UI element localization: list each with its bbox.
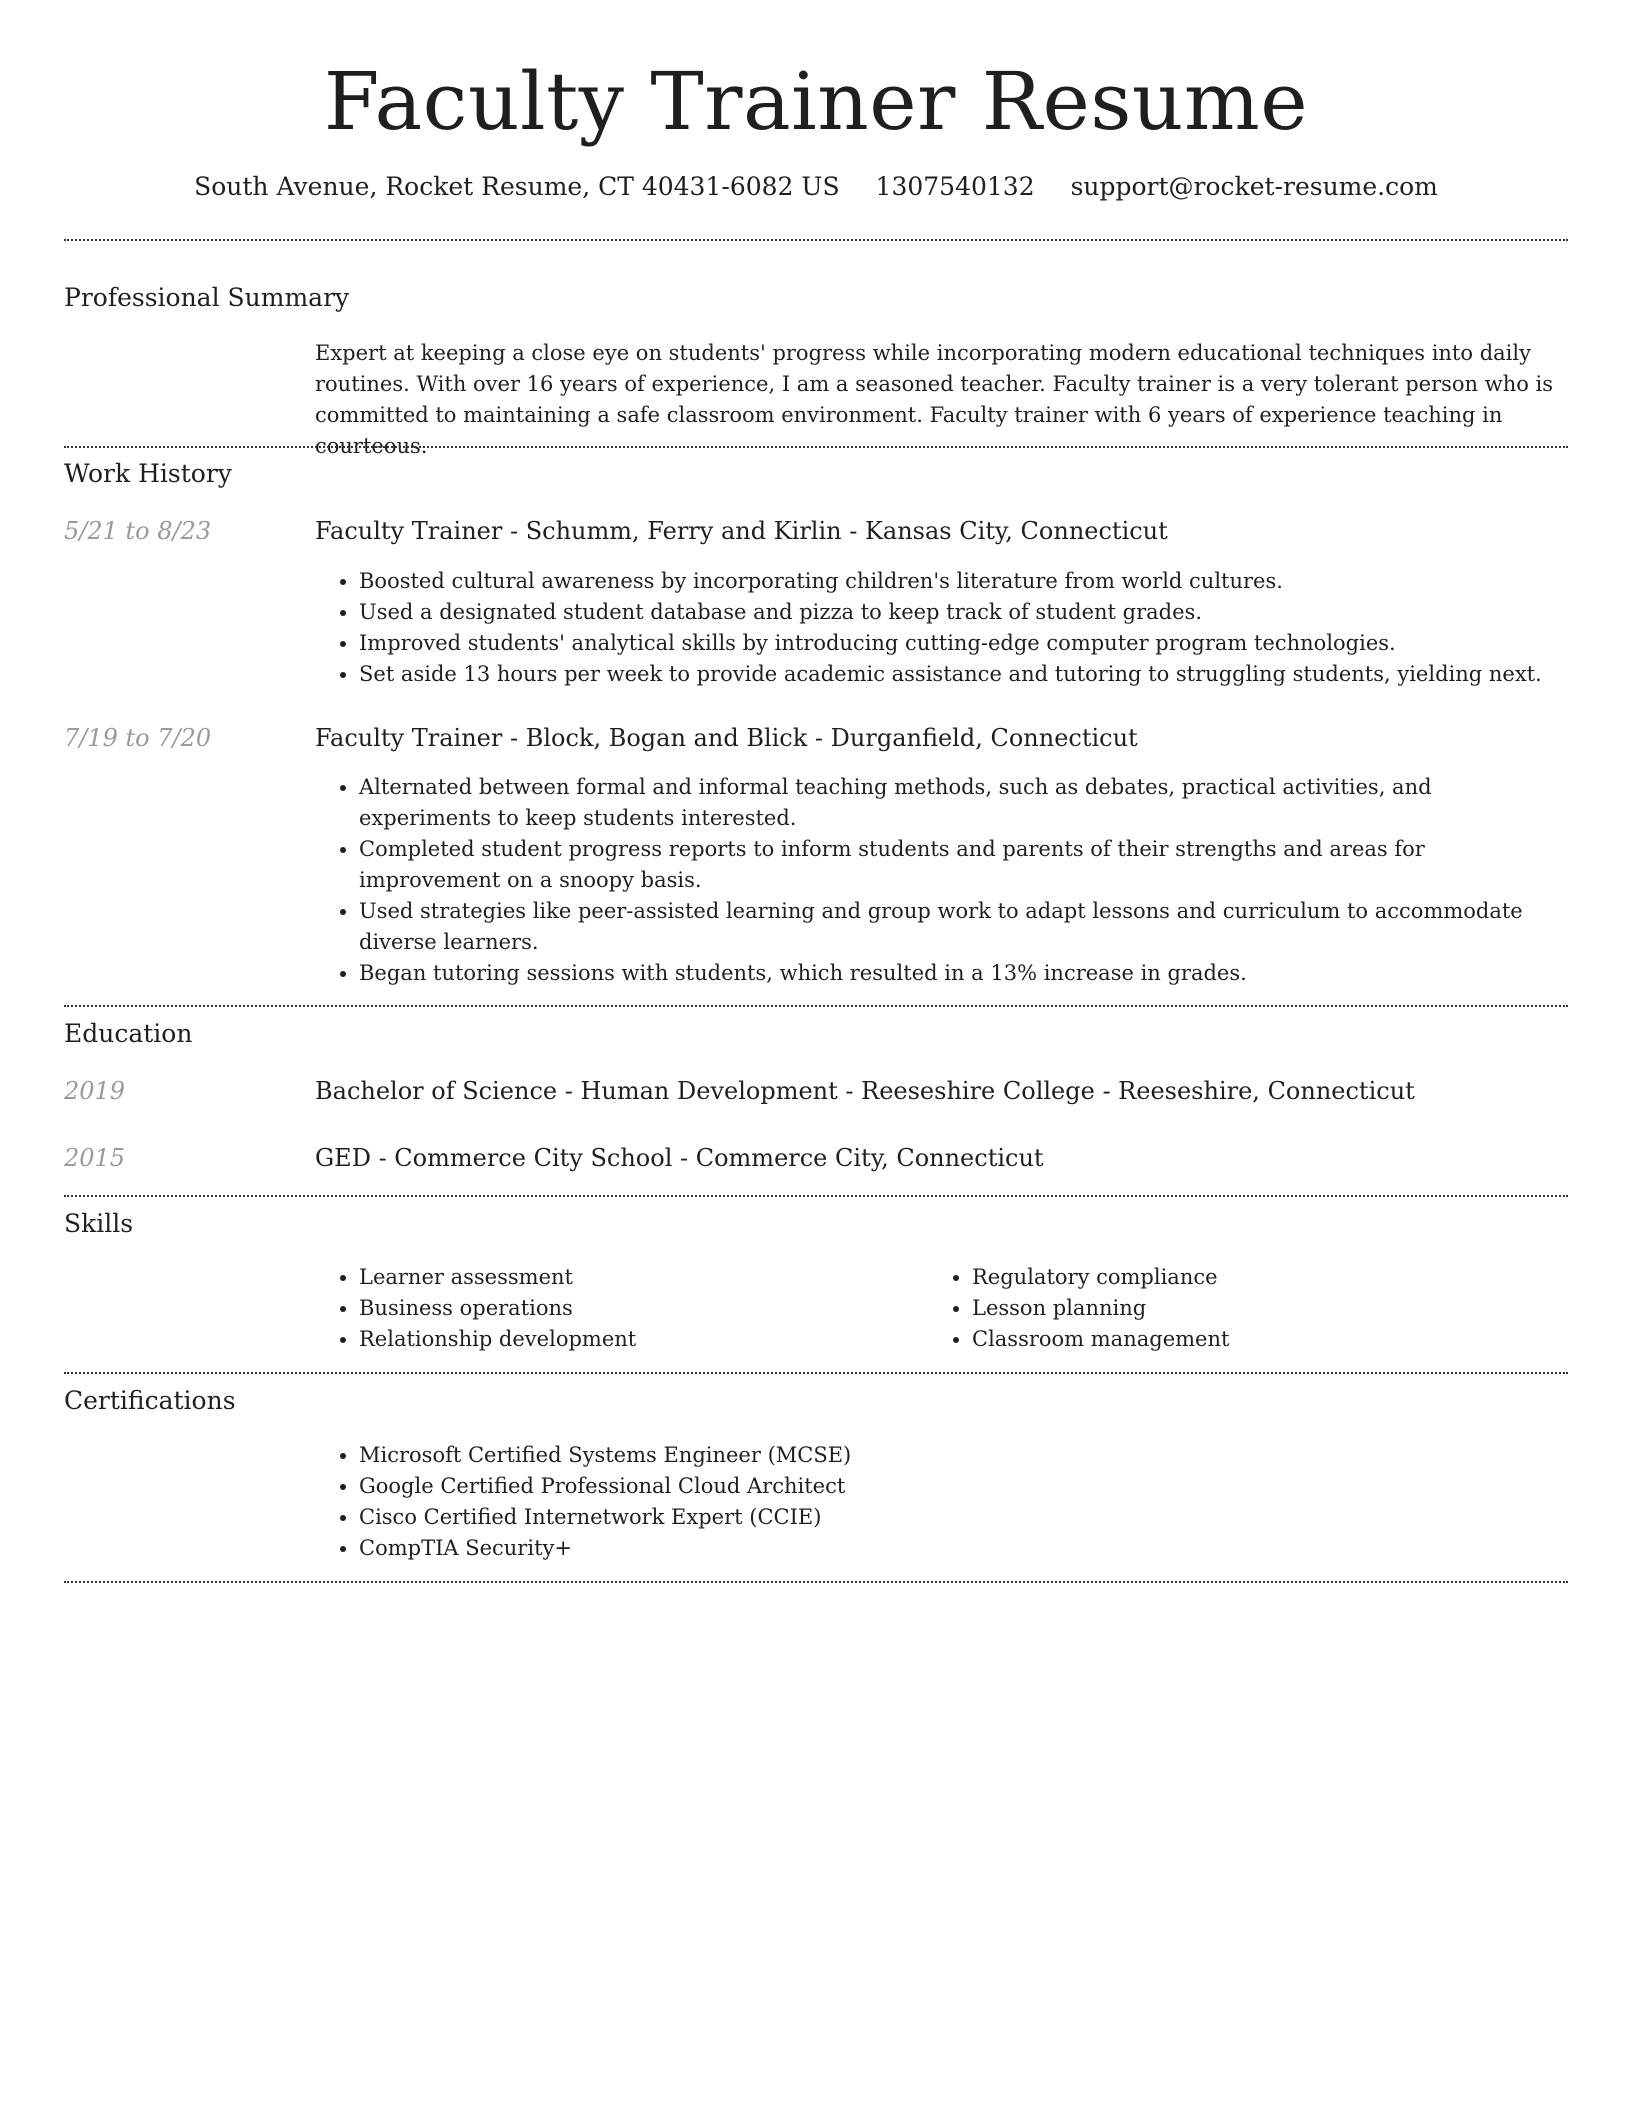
job-employer: - Block, Bogan and Blick - Durganfield, Connecticut xyxy=(502,724,1138,752)
list-item: • Lesson planning xyxy=(972,1293,1532,1324)
certifications-list xyxy=(315,1440,1568,1564)
job-role: Faculty Trainer xyxy=(315,517,503,545)
education-year: 2015 xyxy=(64,1144,126,1172)
contact-email: support@rocket-resume.com xyxy=(1070,172,1438,201)
section-heading-summary: Professional Summary xyxy=(64,283,350,312)
job-dates: 7/19 to 7/20 xyxy=(64,724,212,752)
job-dates: 5/21 to 8/23 xyxy=(64,517,212,545)
list-item: • Used strategies like peer-assisted learning and group work to adapt lessons and curriculum to accommodate diverse learners. xyxy=(359,896,1568,958)
job-employer: - Schumm, Ferry and Kirlin - Kansas City, Connecticut xyxy=(502,517,1168,545)
section-heading-certifications: Certifications xyxy=(64,1386,236,1415)
job-heading xyxy=(315,515,1568,547)
list-item: • CompTIA Security+ xyxy=(359,1533,1568,1564)
list-item: • Improved students' analytical skills by introducing cutting-edge computer program technologies. xyxy=(359,628,1568,659)
divider xyxy=(64,1005,1568,1007)
list-item: • Classroom management xyxy=(972,1324,1532,1355)
summary-text: Expert at keeping a close eye on students' progress while incorporating modern educational techniques into daily routines. With over 16 years of experience, I am a seasoned teacher. Faculty trainer is a very tolerant person who is committed to maintaining a safe classroom environment. Faculty trainer with 6 years of experience teaching in courteous. xyxy=(315,341,1554,458)
job-bullets xyxy=(315,566,1568,690)
section-heading-education: Education xyxy=(64,1019,193,1048)
education-year: 2019 xyxy=(64,1077,126,1105)
divider xyxy=(64,1581,1568,1583)
contact-address: South Avenue, Rocket Resume, CT 40431-6082 US xyxy=(194,172,840,201)
list-item: • Began tutoring sessions with students, which resulted in a 13% increase in grades. xyxy=(359,958,1568,989)
education-school: - Commerce City School - Commerce City, Connecticut xyxy=(370,1144,1044,1172)
list-item: • Business operations xyxy=(359,1293,919,1324)
list-item: • Alternated between formal and informal teaching methods, such as debates, practical activities, and experiments to keep students interested. xyxy=(359,772,1568,834)
list-item: • Regulatory compliance xyxy=(972,1262,1532,1293)
job-role: Faculty Trainer xyxy=(315,724,503,752)
divider xyxy=(64,1372,1568,1374)
education-degree: Bachelor of Science - Human Development xyxy=(315,1077,838,1105)
resume-title: Faculty Trainer Resume xyxy=(323,55,1309,148)
education-entry xyxy=(315,1075,1568,1107)
list-item: • Google Certified Professional Cloud Architect xyxy=(359,1471,1568,1502)
list-item: • Used a designated student database and pizza to keep track of student grades. xyxy=(359,597,1568,628)
list-item: • Boosted cultural awareness by incorporating children's literature from world cultures. xyxy=(359,566,1568,597)
list-item: • Microsoft Certified Systems Engineer (MCSE) xyxy=(359,1440,1568,1471)
divider xyxy=(64,1195,1568,1197)
divider xyxy=(64,239,1568,241)
education-degree: GED xyxy=(315,1144,371,1172)
list-item: • Set aside 13 hours per week to provide academic assistance and tutoring to struggling students, yielding next. xyxy=(359,659,1568,690)
education-school: - Reeseshire College - Reeseshire, Connecticut xyxy=(837,1077,1415,1105)
job-heading xyxy=(315,722,1568,754)
list-item: • Learner assessment xyxy=(359,1262,919,1293)
list-item: • Relationship development xyxy=(359,1324,919,1355)
list-item: • Cisco Certified Internetwork Expert (CCIE) xyxy=(359,1502,1568,1533)
education-entry xyxy=(315,1142,1568,1174)
skills-list-left xyxy=(315,1262,919,1355)
section-heading-work-history: Work History xyxy=(64,459,232,488)
list-item: • Completed student progress reports to inform students and parents of their strengths and areas for improvement on a snoopy basis. xyxy=(359,834,1568,896)
divider xyxy=(64,446,1568,448)
contact-line xyxy=(0,170,1632,204)
job-bullets xyxy=(315,772,1568,989)
section-heading-skills: Skills xyxy=(64,1209,134,1238)
skills-list-right xyxy=(928,1262,1532,1355)
contact-phone: 1307540132 xyxy=(875,172,1035,201)
